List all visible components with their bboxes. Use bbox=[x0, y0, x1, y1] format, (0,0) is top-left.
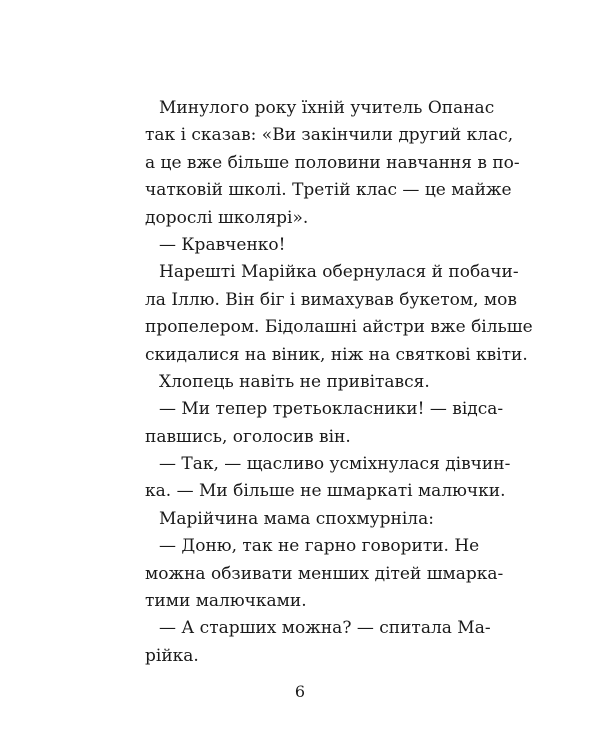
text-line: ка. — Ми більше не шмаркаті малючки. bbox=[145, 481, 506, 502]
text-line: Нарешті Марійка обернулася й побачи- bbox=[159, 262, 519, 283]
paragraph bbox=[145, 451, 511, 506]
text-line: — Доню, так не гарно говорити. Не bbox=[159, 536, 480, 557]
text-line: тими малючками. bbox=[145, 591, 307, 612]
text-line: Хлопець навіть не привітався. bbox=[159, 371, 430, 392]
text-line: — Ми тепер третьокласники! — відса- bbox=[159, 399, 504, 420]
text-line: павшись, оголосив він. bbox=[145, 426, 351, 447]
paragraph bbox=[145, 506, 457, 533]
text-line: — Кравченко! bbox=[159, 234, 286, 255]
body-text bbox=[145, 95, 533, 670]
text-line: пропелером. Бідолашні айстри вже більше bbox=[145, 317, 533, 338]
paragraph bbox=[145, 232, 457, 259]
text-line: — Так, — щасливо усміхнулася дівчин- bbox=[159, 454, 511, 475]
text-line: дорослі школярі». bbox=[145, 207, 309, 228]
text-line: скидалися на віник, ніж на святкові квіти. bbox=[145, 344, 528, 365]
text-line: — А старших можна? — спитала Ма- bbox=[159, 618, 491, 639]
paragraph bbox=[145, 95, 520, 232]
page-number: 6 bbox=[294, 682, 306, 701]
text-line: рійка. bbox=[145, 645, 199, 666]
text-line: Марійчина мама спохмурніла: bbox=[159, 508, 434, 529]
text-line: так і сказав: «Ви закінчили другий клас, bbox=[145, 125, 514, 146]
text-line: Минулого року їхній учитель Опанас bbox=[159, 98, 495, 118]
text-line: а це вже більше половини навчання в по- bbox=[145, 152, 520, 173]
paragraph bbox=[145, 615, 491, 670]
paragraph bbox=[145, 396, 504, 451]
text-line: можна обзивати менших дітей шмарка- bbox=[145, 563, 504, 584]
text-line: чатковій школі. Третій клас — це майже bbox=[145, 180, 512, 201]
paragraph bbox=[145, 369, 457, 396]
text-line: ла Іллю. Він біг і вимахував букетом, мов bbox=[145, 289, 517, 310]
paragraph bbox=[145, 533, 504, 615]
paragraph bbox=[145, 259, 533, 369]
